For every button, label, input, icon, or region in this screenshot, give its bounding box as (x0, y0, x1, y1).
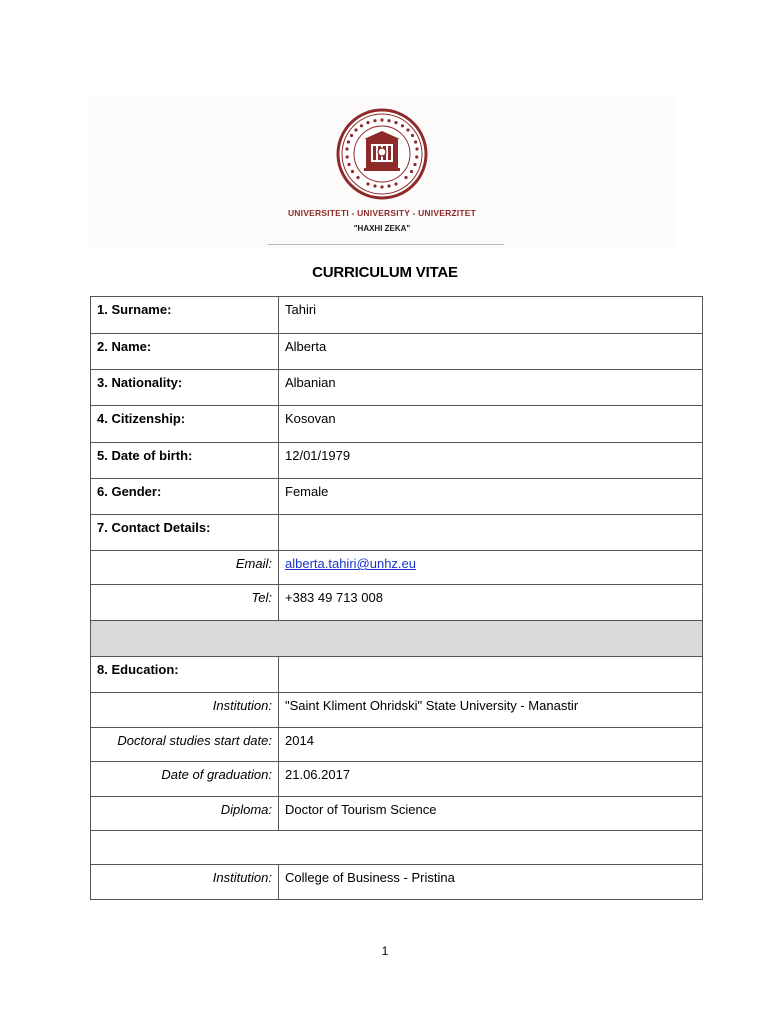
table-row (91, 370, 703, 406)
table-row (91, 551, 703, 585)
diploma-label: Diploma: (91, 797, 279, 831)
education-value (279, 657, 703, 693)
doctoral-start-label: Doctoral studies start date: (91, 728, 279, 762)
table-row (91, 443, 703, 479)
institution-value: "Saint Kliment Ohridski" State University - Manastir (279, 693, 703, 728)
table-row (91, 297, 703, 334)
table-row (91, 657, 703, 693)
name-value: Alberta (279, 334, 703, 370)
doctoral-start-value: 2014 (279, 728, 703, 762)
page-number: 1 (381, 944, 389, 958)
diploma-value: Doctor of Tourism Science (279, 797, 703, 831)
table-row (91, 762, 703, 797)
institution-value: College of Business - Pristina (279, 865, 703, 900)
tel-label: Tel: (91, 585, 279, 621)
tel-value: +383 49 713 008 (279, 585, 703, 621)
table-row (91, 585, 703, 621)
university-logo-area (88, 96, 676, 248)
table-row (91, 797, 703, 831)
header-divider (268, 244, 504, 245)
table-row-blank (91, 831, 703, 865)
gender-label: 6. Gender: (91, 479, 279, 515)
university-line: UNIVERSITETI - UNIVERSITY - UNIVERZITET (287, 208, 477, 218)
nationality-label: 3. Nationality: (91, 370, 279, 406)
dob-value: 12/01/1979 (279, 443, 703, 479)
contact-value (279, 515, 703, 551)
email-link[interactable]: alberta.tahiri@unhz.eu (285, 556, 416, 571)
email-label: Email: (91, 551, 279, 585)
email-cell (279, 551, 703, 585)
surname-value: Tahiri (279, 297, 703, 334)
separator-row (91, 621, 703, 657)
table-row (91, 865, 703, 900)
contact-label: 7. Contact Details: (91, 515, 279, 551)
university-seal-icon (88, 96, 676, 206)
name-label: 2. Name: (91, 334, 279, 370)
table-row (91, 728, 703, 762)
education-label: 8. Education: (91, 657, 279, 693)
dob-label: 5. Date of birth: (91, 443, 279, 479)
surname-label: 1. Surname: (91, 297, 279, 334)
table-row (91, 515, 703, 551)
blank-row (91, 831, 703, 865)
nationality-value: Albanian (279, 370, 703, 406)
table-row (91, 406, 703, 443)
institution-label: Institution: (91, 693, 279, 728)
table-row (91, 334, 703, 370)
table-row (91, 693, 703, 728)
cv-table (90, 296, 703, 900)
document-title: CURRICULUM VITAE (312, 264, 458, 281)
graduation-label: Date of graduation: (91, 762, 279, 797)
table-row (91, 479, 703, 515)
graduation-value: 21.06.2017 (279, 762, 703, 797)
citizenship-label: 4. Citizenship: (91, 406, 279, 443)
institution-label: Institution: (91, 865, 279, 900)
table-row-separator (91, 621, 703, 657)
university-name: "HAXHI ZEKA" (353, 224, 411, 233)
gender-value: Female (279, 479, 703, 515)
citizenship-value: Kosovan (279, 406, 703, 443)
